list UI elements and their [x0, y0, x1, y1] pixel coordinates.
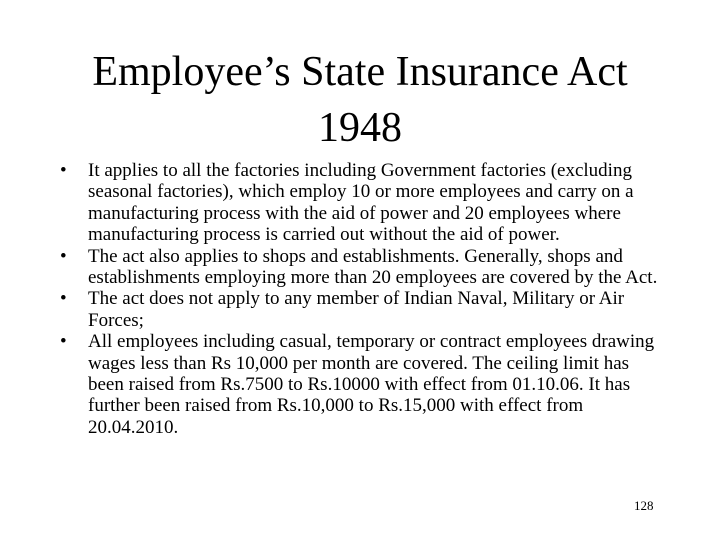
bullet-item-shops — [60, 246, 665, 289]
bullet-list — [60, 160, 665, 438]
page-number: 128 — [634, 498, 654, 513]
bullet-text: All employees including casual, temporary or contract employees drawing wages less than Rs 10,000 per month are covered. The ceiling limit has been raised from Rs.7500 to Rs.10000 with effect from 01.10.06. It has further been raised from Rs.10,000 to Rs.15,000 with effect from 20.04.2010. — [88, 331, 655, 438]
slide-title — [40, 44, 680, 156]
bullet-item-armed-forces — [60, 288, 665, 331]
bullet-text: The act also applies to shops and establishments. Generally, shops and establishments employing more than 20 employees are covered by the Act. — [88, 245, 658, 289]
bullet-icon: • — [60, 245, 67, 267]
bullet-text: The act does not apply to any member of Indian Naval, Military or Air Forces; — [88, 288, 625, 331]
bullet-icon: • — [60, 160, 67, 181]
bullet-icon: • — [60, 331, 67, 353]
slide-title-line-2: 1948 — [318, 105, 402, 151]
bullet-text: It applies to all the factories including Government factories (excluding seasonal factories), which employ 10 or more employees and carry on a manufacturing process with the aid of power and 20 employees where manufacturing process is carried out without the aid of power. — [88, 160, 634, 246]
bullet-item-factories — [60, 160, 665, 246]
slide-title-line-1: Employee’s State Insurance Act — [92, 49, 628, 95]
bullet-item-wage-ceiling — [60, 331, 665, 438]
bullet-icon: • — [60, 288, 67, 310]
